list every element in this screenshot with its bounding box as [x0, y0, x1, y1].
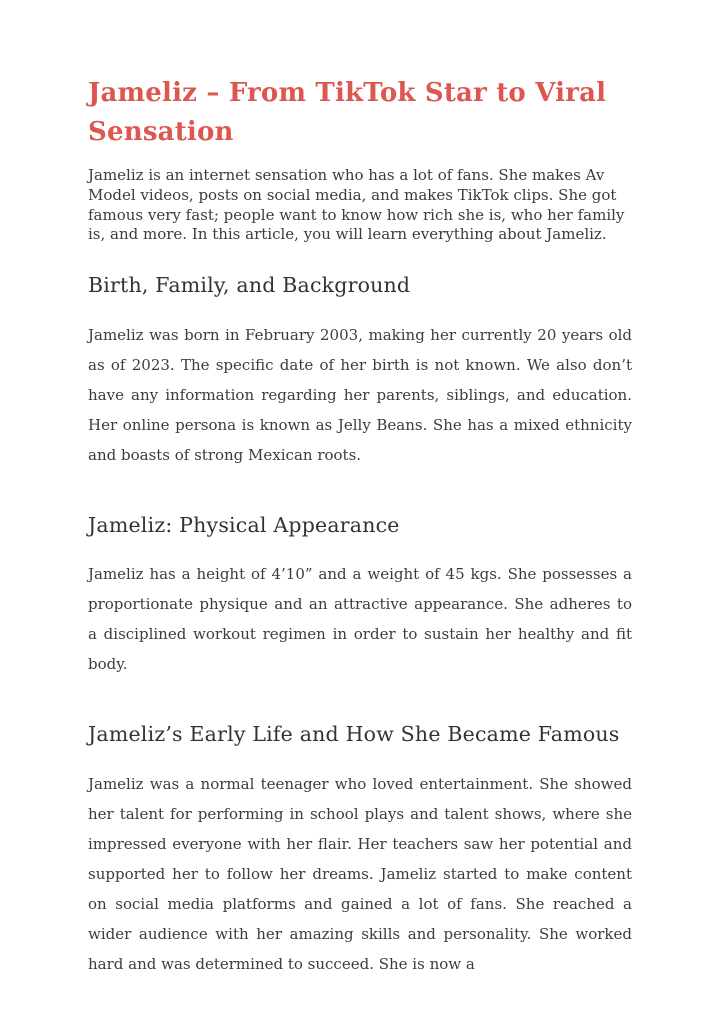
section-early-life: [88, 721, 632, 979]
section-birth-family: [88, 272, 632, 470]
intro-paragraph: Jameliz is an internet sensation who has a lot of fans. She makes Av Model videos, posts on social media, and makes TikTok clips. She got famous very fast; people want to know how rich she is, who her family is, and more. In this article, you will learn everything about Jameliz.: [88, 166, 625, 244]
section-heading-physical-appearance: Jameliz: Physical Appearance: [88, 512, 400, 537]
article-title: Jameliz – From TikTok Star to Viral Sensation: [88, 78, 607, 147]
section-body-early-life: Jameliz was a normal teenager who loved entertainment. She showed her talent for performing in school plays and talent shows, where she impressed everyone with her flair. Her teachers saw her potential and supported her to follow her dreams. Jameliz started to make content on social media platforms and gained a lot of fans. She reached a wider audience with her amazing skills and personality. She worked hard and was determined to succeed. She is now a: [88, 775, 632, 974]
section-heading-birth-family: Birth, Family, and Background: [88, 273, 411, 298]
section-body-physical-appearance: Jameliz has a height of 4’10” and a weight of 45 kgs. She possesses a proportionate physique and an attractive appearance. She adheres to a disciplined workout regimen in order to sustain her healthy and fit body.: [88, 565, 632, 674]
section-body-birth-family: Jameliz was born in February 2003, making her currently 20 years old as of 2023. The specific date of her birth is not known. We also don’t have any information regarding her parents, siblings, and education. Her online persona is known as Jelly Beans. She has a mixed ethnicity and boasts of strong Mexican roots.: [88, 325, 632, 464]
section-heading-early-life: Jameliz’s Early Life and How She Became Famous: [88, 722, 620, 747]
section-physical-appearance: [88, 512, 632, 680]
